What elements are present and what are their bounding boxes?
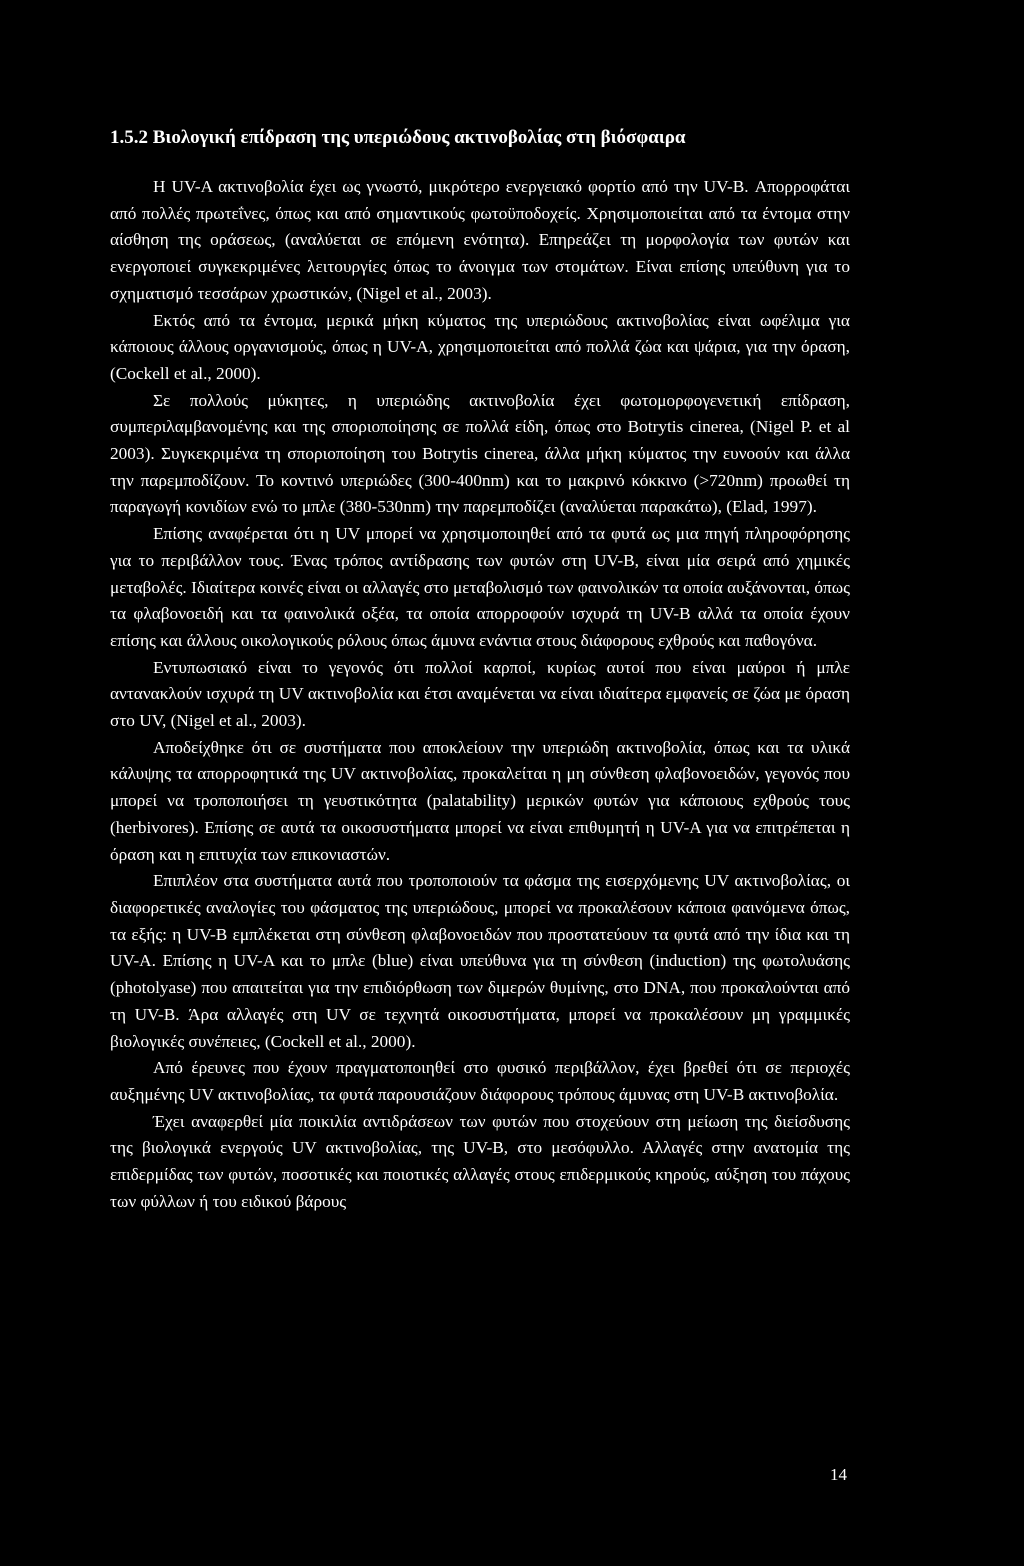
paragraph-spectrum-changes: Επιπλέον στα συστήματα αυτά που τροποποιούν τα φάσμα της εισερχόμενης UV ακτινοβολίας, οι διαφορετικές αναλογίες του φάσματος της υπεριώδους, μπορεί να προκαλέσουν κάποια φαινόμενα όπως, τα εξής: η UV-B εμπλέκεται στη σύνθεση φλαβονοειδών που προστατεύουν τα φυτά από την ίδια και τη UV-A. Επίσης η UV-A και το μπλε (blue) είναι υπεύθυνα για τη σύνθεση (induction) της φωτολυάσης (photolyase) που απαιτείται για την επιδιόρθωση των διμερών θυμίνης, στο DNA, που προκαλούνται από τη UV-B. Άρα αλλαγές στη UV σε τεχνητά οικοσυστήματα, μπορεί να προκαλέσουν μη γραμμικές βιολογικές συνέπειες, (Cockell et al., 2000). [110, 871, 850, 1051]
page-content [110, 124, 850, 1215]
paragraph-field-research: Από έρευνες που έχουν πραγματοποιηθεί στο φυσικό περιβάλλον, έχει βρεθεί ότι σε περιοχές αυξημένης UV ακτινοβολίας, τα φυτά παρουσιάζουν διάφορους τρόπους άμυνας στη UV-B ακτινοβολία. [110, 1058, 850, 1104]
section-heading: 1.5.2 Βιολογική επίδραση της υπεριώδους ακτινοβολίας στη βιόσφαιρα [110, 127, 686, 148]
paragraph-uva-intro: Η UV-A ακτινοβολία έχει ως γνωστό, μικρότερο ενεργειακό φορτίο από την UV-B. Απορροφάται από πολλές πρωτεΐνες, όπως και από σημαντικούς φωτοϋποδοχείς. Χρησιμοποιείται από τα έντομα στην αίσθηση της οράσεως, (αναλύεται σε επόμενη ενότητα). Επηρεάζει τη μορφολογία των φυτών και ενεργοποιεί συγκεκριμένες λειτουργίες όπως το άνοιγμα των στομάτων. Είναι επίσης υπεύθυνη για το σχηματισμό τεσσάρων χρωστικών, (Nigel et al., 2003). [110, 177, 850, 303]
paragraph-insects-vision: Εκτός από τα έντομα, μερικά μήκη κύματος της υπεριώδους ακτινοβολίας είναι ωφέλιμα για κάποιους άλλους οργανισμούς, όπως η UV-A, χρησιμοποιείται από πολλά ζώα και ψάρια, για την όραση, (Cockell et al., 2000). [110, 310, 850, 383]
paragraph-plants-info: Επίσης αναφέρεται ότι η UV μπορεί να χρησιμοποιηθεί από τα φυτά ως μια πηγή πληροφόρησης για το περιβάλλον τους. Ένας τρόπος αντίδρασης των φυτών στη UV-B, είναι μία σειρά από χημικές μεταβολές. Ιδιαίτερα κοινές είναι οι αλλαγές στο μεταβολισμό των φαινολικών τα οποία αυξάνονται, όπως τα φλαβονοειδή και τα φαινολικά οξέα, τα οποία απορροφούν ισχυρά τη UV-B αλλά τα οποία έχουν επίσης και άλλους οικολογικούς ρόλους όπως άμυνα ενάντια στους διάφορους εχθρούς και παθογόνα. [110, 524, 850, 650]
paragraph-plant-responses: Έχει αναφερθεί μία ποικιλία αντιδράσεων των φυτών που στοχεύουν στη μείωση της διείσδυσης της βιολογικά ενεργούς UV ακτινοβολίας, της UV-B, στο μεσόφυλλο. Αλλαγές στην ανατομία της επιδερμίδας των φυτών, ποσοτικές και ποιοτικές αλλαγές στους επιδερμικούς κηρούς, αύξηση του πάχους των φύλλων ή του ειδικού βάρους [110, 1111, 850, 1211]
paragraph-fruits: Εντυπωσιακό είναι το γεγονός ότι πολλοί καρποί, κυρίως αυτοί που είναι μαύροι ή μπλε αντανακλούν ισχυρά τη UV ακτινοβολία και έτσι αναμένεται να είναι ιδιαίτερα εμφανείς σε ζώα με όραση στο UV, (Nigel et al., 2003). [110, 657, 850, 731]
paragraph-fungi: Σε πολλούς μύκητες, η υπεριώδης ακτινοβολία έχει φωτομορφογενετική επίδραση, συμπεριλαμβανομένης και της σποριοποίησης σε πολλά είδη, όπως στο Botrytis cinerea, (Nigel P. et al 2003). Συγκεκριμένα τη σποριοποίηση του Botrytis cinerea, άλλα μήκη κύματος την ευνοούν και άλλα την παρεμποδίζουν. Το κοντινό υπεριώδες (300-400nm) και το μακρινό κόκκινο (>720nm) προωθεί τη παραγωγή κονιδίων ενώ το μπλε (380-530nm) την παρεμποδίζει (αναλύεται παρακάτω), (Elad, 1997). [110, 390, 850, 517]
page-number: 14 [830, 1465, 847, 1484]
paragraph-uv-exclusion: Αποδείχθηκε ότι σε συστήματα που αποκλείουν την υπεριώδη ακτινοβολία, όπως και τα υλικά κάλυψης τα απορροφητικά της UV ακτινοβολίας, προκαλείται η μη σύνθεση φλαβονοειδών, γεγονός που μπορεί να τροποποιήσει τη γευστικότητα (palatability) μερικών φυτών για κάποιους εχθρούς τους (herbivores). Επίσης σε αυτά τα οικοσυστήματα μπορεί να είναι επιθυμητή η UV-A για να επιτρέπεται η όραση και η επιτυχία των επικονιαστών. [110, 737, 850, 864]
